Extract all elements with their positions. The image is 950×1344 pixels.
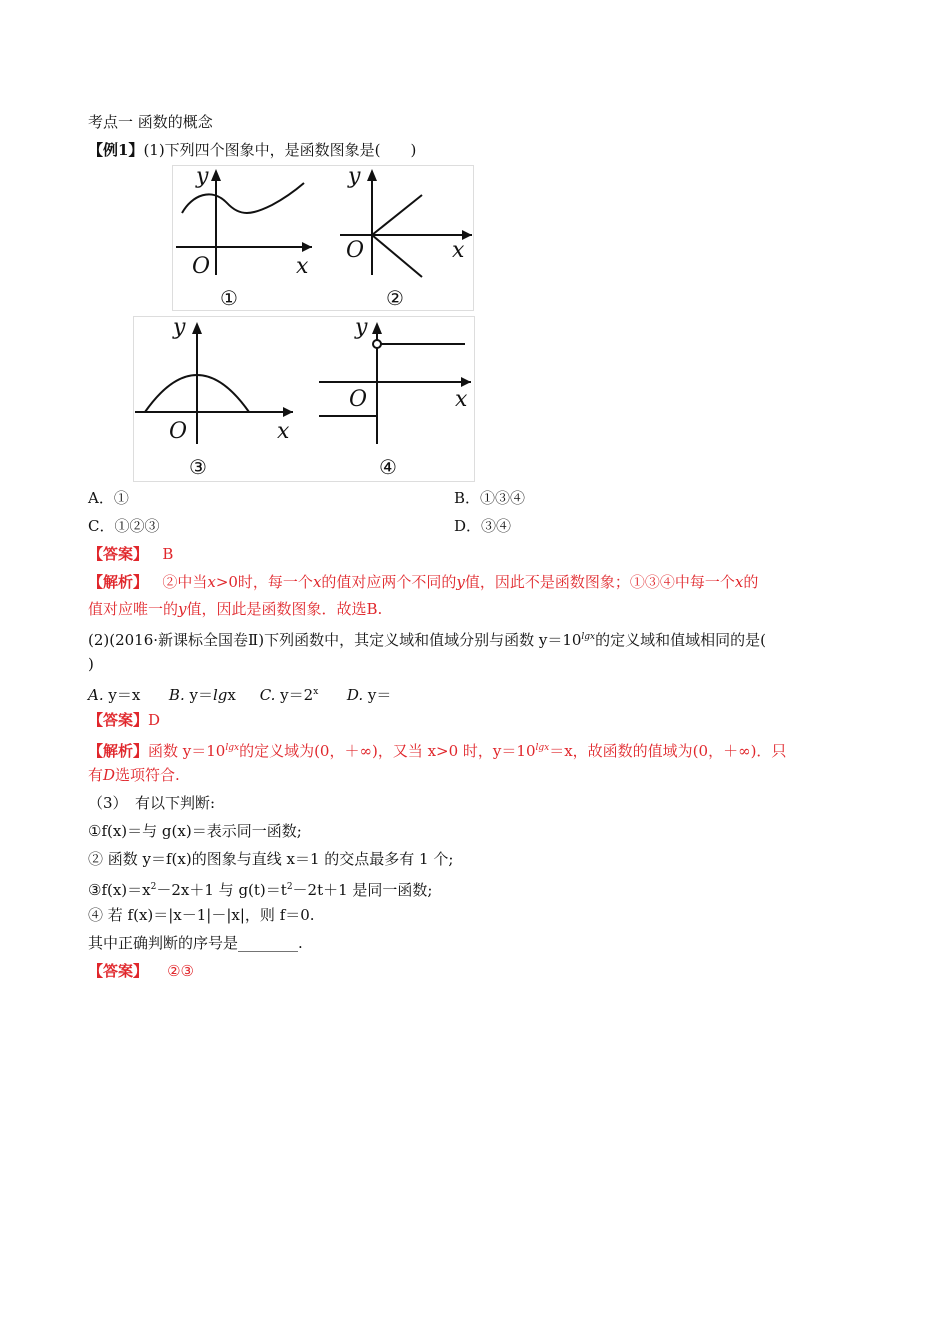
- analysis-label: 【解析】: [88, 742, 149, 760]
- analysis-text: 的值对应两个不同的: [321, 573, 457, 591]
- analysis-var: D: [103, 766, 116, 784]
- analysis-label: 【解析】: [88, 573, 149, 591]
- analysis-var: x: [312, 573, 322, 591]
- q2-text: 的定义域和值域相同的是(: [595, 631, 766, 649]
- analysis-text: 值，因此是函数图象．故选B.: [186, 600, 383, 618]
- q2-option-c-label: C.: [259, 686, 276, 704]
- q3-item3-sup: 2: [286, 882, 293, 892]
- option-a: A．①: [88, 489, 129, 507]
- graph4-origin-label: O: [349, 387, 368, 412]
- question2-prompt: [88, 627, 766, 650]
- q3-item-1: ①f(x)＝与 g(x)＝表示同一函数;: [88, 822, 302, 840]
- analysis-text: >0时，每一个: [215, 573, 313, 591]
- q3-item-4: ④ 若 f(x)＝|x－1|－|x|，则 f＝0.: [88, 906, 315, 924]
- q3-item3-text: ③f(x)＝x: [88, 881, 151, 899]
- q2-option-a: y＝x: [103, 686, 141, 704]
- example-tag: 【例1】: [88, 141, 144, 159]
- graph3-y-label: y: [173, 316, 186, 340]
- analysis-text: 有: [88, 766, 104, 784]
- analysis-2-line2: [88, 765, 180, 785]
- q2-option-d: y＝: [363, 686, 392, 704]
- answer-label: 【答案】: [88, 962, 149, 980]
- analysis-text: 值，因此不是函数图象；①③④中每一个: [464, 573, 735, 591]
- graph2-origin-label: O: [346, 238, 365, 263]
- graph1-x-label: x: [296, 254, 309, 279]
- answer-3: [88, 961, 194, 981]
- answer-value: D: [148, 711, 161, 729]
- analysis-1-line2: [88, 599, 382, 619]
- q3-item-3: [88, 877, 432, 900]
- section-heading: 考点一 函数的概念: [88, 113, 213, 131]
- question2-options: [88, 682, 391, 705]
- answer-value: B: [162, 545, 174, 563]
- q2-option-d-label: D.: [346, 686, 364, 704]
- q3-item3-text: －2t＋1 是同一函数;: [292, 881, 433, 899]
- graph2-y-label: y: [348, 165, 361, 189]
- graph1-y-label: y: [196, 165, 209, 189]
- analysis-text: 值对应唯一的: [88, 600, 179, 618]
- q2-option-b-lg: lg: [212, 686, 228, 704]
- analysis-text: 的定义域为(0，＋∞)，又当 x>0 时，y＝10: [239, 742, 536, 760]
- question3-prompt: （3） 有以下判断:: [88, 794, 216, 812]
- analysis-text: 函数 y＝10: [148, 742, 226, 760]
- graph3-number: ③: [189, 455, 207, 479]
- answer-label: 【答案】: [88, 711, 149, 729]
- answer-label: 【答案】: [88, 545, 149, 563]
- analysis-text: ②中当: [162, 573, 208, 591]
- analysis-var: x: [734, 573, 744, 591]
- graph-3-4: [133, 316, 475, 482]
- q3-item-2: ② 函数 y＝f(x)的图象与直线 x＝1 的交点最多有 1 个;: [88, 850, 454, 868]
- graph4-number: ④: [379, 455, 397, 479]
- option-c: C．①②③: [88, 517, 160, 535]
- graph4-y-label: y: [355, 316, 368, 340]
- analysis-sup: lgx: [535, 743, 550, 753]
- graph4-x-label: x: [455, 387, 468, 412]
- q2-option-c-sup: x: [313, 687, 319, 697]
- analysis-var: y: [178, 600, 187, 618]
- analysis-text: 的: [743, 573, 759, 591]
- q2-text: (2)(2016·新课标全国卷Ⅱ)下列函数中，其定义域和值域分别与函数 y＝10: [88, 631, 582, 649]
- graph-1: [172, 165, 474, 311]
- example1-question: [88, 140, 416, 160]
- answer-value: ②③: [167, 962, 194, 980]
- analysis-2-line1: [88, 738, 786, 761]
- analysis-text: ＝x，故函数的值域为(0，＋∞)．只: [549, 742, 787, 760]
- q2-option-b: x: [227, 686, 236, 704]
- answer-2: [88, 710, 160, 730]
- q2-option-b-label: B.: [168, 686, 185, 704]
- q2-option-c: y＝2: [275, 686, 314, 704]
- analysis-1-line1: [88, 572, 758, 592]
- question1-prompt: (1)下列四个图象中，是函数图象是( ): [143, 141, 417, 159]
- option-b: B．①③④: [454, 489, 526, 507]
- question2-close: ): [88, 655, 94, 673]
- analysis-var: x: [207, 573, 216, 591]
- q2-option-b: y＝: [184, 686, 213, 704]
- answer-1: [88, 544, 173, 564]
- graph2-number: ②: [386, 286, 404, 310]
- option-d: D．③④: [454, 517, 512, 535]
- q2-superscript: lgx: [581, 632, 596, 642]
- graph3-origin-label: O: [169, 419, 188, 444]
- analysis-sup: lgx: [225, 743, 240, 753]
- graph3-x-label: x: [277, 419, 290, 444]
- analysis-text: 选项符合.: [115, 766, 180, 784]
- analysis-var: y: [456, 573, 465, 591]
- q3-item3-text: －2x＋1 与 g(t)＝t: [156, 881, 287, 899]
- graph2-x-label: x: [452, 238, 465, 263]
- q3-item3-sup: 2: [150, 882, 157, 892]
- graph1-origin-label: O: [192, 254, 211, 279]
- graph1-number: ①: [220, 286, 238, 310]
- q2-option-a-label: A.: [88, 686, 104, 704]
- q3-fill-blank: 其中正确判断的序号是________.: [88, 934, 303, 952]
